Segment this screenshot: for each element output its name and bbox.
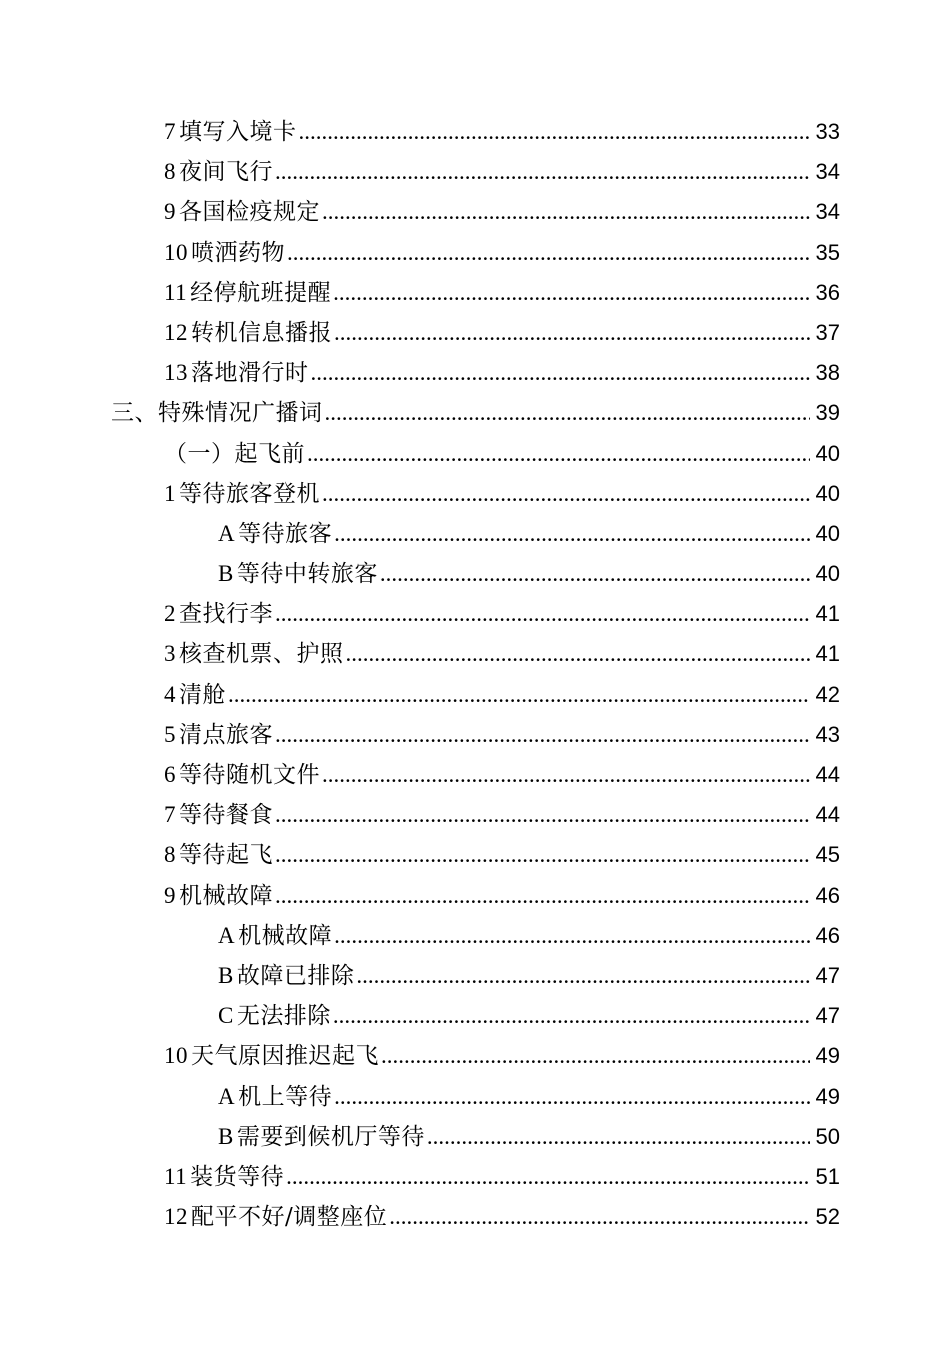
toc-entry-page-number: 44 [815,762,840,787]
toc-entry[interactable] [0,916,950,956]
toc-entry-label [111,393,323,433]
toc-entry-number: 10 [164,1043,188,1069]
toc-entry-page-number: 35 [815,239,840,265]
toc-entry-label [218,916,332,956]
toc-entry[interactable] [0,1197,950,1237]
dot-leader [322,755,810,795]
dot-leader [325,393,811,433]
dot-leader [322,192,810,232]
toc-entry-label [164,112,297,152]
toc-entry-label [218,1077,332,1117]
dot-leader [311,353,811,393]
toc-entry-label [218,996,331,1036]
toc-entry-label [218,956,354,996]
toc-entry-label [164,313,332,353]
toc-entry[interactable] [0,996,950,1036]
toc-entry-label [164,1157,284,1197]
toc-entry-number: 5 [164,721,176,747]
toc-entry[interactable] [0,313,950,353]
toc-entry-title: 机械故障 [179,882,273,909]
toc-entry-label [164,835,273,875]
toc-entry[interactable] [0,1036,950,1076]
dot-leader [286,1157,810,1197]
dot-leader [333,996,810,1036]
toc-entry-page-number: 41 [815,601,840,627]
toc-entry[interactable] [0,353,950,393]
toc-entry-number: 12 [164,319,188,345]
toc-entry-page-number: 38 [815,360,840,386]
dot-leader [334,1077,810,1117]
toc-entry-page-number: 40 [815,520,840,546]
dot-leader [322,474,810,514]
toc-entry-number: A [218,922,236,948]
table-of-contents [0,112,950,1237]
toc-entry-label [164,273,331,313]
toc-entry-number: 10 [164,239,188,265]
toc-entry[interactable] [0,273,950,313]
toc-entry-page-number: 41 [815,641,840,667]
toc-entry[interactable] [0,835,950,875]
toc-entry-page-number: 40 [815,561,840,587]
toc-entry-title: 天气原因推迟起飞 [191,1043,379,1070]
toc-entry-page-number: 33 [815,119,840,144]
toc-entry-number: B [218,962,234,988]
toc-entry-title: 喷洒药物 [191,239,285,266]
dot-leader [334,514,810,554]
toc-entry-number: 11 [164,279,188,305]
toc-entry-page-number: 50 [815,1123,840,1149]
toc-entry-page-number: 40 [815,480,840,506]
toc-entry-number: 11 [164,1163,188,1189]
toc-entry-page-number: 46 [815,882,840,908]
toc-entry[interactable] [0,434,950,474]
toc-entry-title: 需要到候机厅等待 [236,1123,425,1150]
toc-entry-page-number: 44 [815,802,840,828]
toc-entry-title: 转机信息播报 [191,319,332,346]
toc-entry-label [164,634,344,674]
toc-entry-number: 8 [164,159,176,185]
toc-entry-number: 6 [164,762,176,787]
toc-entry-number: 4 [164,681,176,707]
toc-entry-title: 核查机票、护照 [179,641,344,668]
toc-entry-title: 无法排除 [236,1003,331,1030]
toc-entry-label [164,434,305,474]
dot-leader [275,876,810,916]
toc-entry-title: 查找行李 [179,601,273,628]
toc-entry-title: （一）起飞前 [164,440,305,467]
toc-entry-title: 机械故障 [238,922,333,949]
toc-entry-title: 机上等待 [238,1083,333,1110]
toc-entry-title: 等待旅客 [238,520,333,547]
toc-entry[interactable] [0,1157,950,1197]
toc-entry-page-number: 42 [815,681,840,707]
toc-entry-label [164,233,285,273]
toc-entry-title: 故障已排除 [236,962,355,989]
dot-leader [380,554,810,594]
toc-entry-page-number: 52 [815,1204,840,1230]
toc-entry-title: 配平不好/调整座位 [191,1204,388,1231]
toc-entry-page-number: 51 [815,1163,840,1189]
toc-entry-title: 经停航班提醒 [190,279,332,306]
toc-entry-page-number: 39 [815,400,840,426]
toc-entry-title: 清舱 [179,681,226,708]
toc-entry-label [218,514,332,554]
dot-leader [228,675,810,715]
toc-entry-title: 装货等待 [190,1163,285,1190]
toc-entry[interactable] [0,112,950,152]
dot-leader [334,313,810,353]
toc-entry-page-number: 49 [815,1083,840,1109]
toc-entry-title: 清点旅客 [179,721,273,748]
toc-entry-number: 7 [164,119,176,144]
toc-entry-title: 落地滑行时 [191,360,309,387]
toc-entry[interactable] [0,634,950,674]
toc-entry-label [218,554,378,594]
toc-entry-label [164,192,320,232]
toc-entry-title: 各国检疫规定 [179,199,320,226]
toc-entry-title: 等待餐食 [179,802,273,829]
toc-entry[interactable] [0,715,950,755]
toc-entry-page-number: 40 [815,440,840,466]
toc-entry-label [218,1117,425,1157]
toc-entry-title: 等待中转旅客 [236,561,378,588]
toc-entry-number: 8 [164,842,176,868]
toc-entry[interactable] [0,675,950,715]
toc-entry-page-number: 47 [815,962,840,988]
dot-leader [299,112,811,152]
toc-entry-number: 12 [164,1204,188,1230]
toc-entry-label [164,795,273,835]
toc-entry[interactable] [0,876,950,916]
dot-leader [333,273,810,313]
toc-entry-number: C [218,1003,234,1029]
toc-entry-number: B [218,561,234,587]
toc-entry-number: 3 [164,641,176,667]
toc-entry-page-number: 34 [815,159,840,185]
toc-entry-label [164,1197,387,1237]
toc-entry-number: 1 [164,480,176,506]
toc-entry-label [164,715,273,755]
dot-leader [275,594,810,634]
toc-entry[interactable] [0,956,950,996]
dot-leader [275,795,810,835]
toc-entry-label [164,353,309,393]
dot-leader [334,916,810,956]
toc-entry-title: 等待旅客登机 [179,480,320,507]
toc-entry-page-number: 49 [815,1043,840,1069]
dot-leader [275,715,810,755]
toc-entry[interactable] [0,1117,950,1157]
toc-entry[interactable] [0,594,950,634]
toc-entry-number: A [218,1083,236,1109]
toc-entry[interactable] [0,152,950,192]
toc-entry[interactable] [0,1077,950,1117]
toc-entry-page-number: 45 [815,842,840,868]
dot-leader [389,1197,810,1237]
toc-entry-label [164,755,320,795]
toc-entry-number: 9 [164,882,176,908]
toc-entry-page-number: 43 [815,721,840,747]
toc-entry-title: 填写入境卡 [179,119,297,145]
toc-entry-number: 7 [164,802,176,828]
toc-entry-number: 2 [164,601,176,627]
toc-entry-page-number: 46 [815,922,840,948]
dot-leader [307,434,810,474]
toc-entry-page-number: 36 [815,279,840,305]
toc-entry-page-number: 47 [815,1003,840,1029]
toc-entry-label [164,1036,379,1076]
toc-entry-title: 等待起飞 [179,842,273,869]
toc-entry-number: B [218,1123,234,1149]
toc-entry[interactable] [0,554,950,594]
toc-entry-label [164,876,273,916]
toc-entry[interactable] [0,795,950,835]
toc-entry-title: 夜间飞行 [179,159,273,186]
toc-entry-label [164,152,273,192]
toc-entry-page-number: 34 [815,199,840,225]
toc-entry-title: 等待随机文件 [179,762,320,788]
dot-leader [287,233,810,273]
toc-entry-page-number: 37 [815,319,840,345]
toc-entry-title: 三、特殊情况广播词 [111,400,323,427]
dot-leader [275,835,810,875]
toc-entry[interactable] [0,393,950,433]
toc-entry-number: 9 [164,199,176,225]
toc-entry[interactable] [0,192,950,232]
dot-leader [356,956,810,996]
toc-entry-number: 13 [164,360,188,386]
dot-leader [346,634,811,674]
toc-entry-label [164,675,226,715]
toc-entry[interactable] [0,514,950,554]
toc-entry[interactable] [0,474,950,514]
toc-entry-label [164,474,320,514]
dot-leader [381,1036,810,1076]
toc-entry[interactable] [0,233,950,273]
toc-entry-number: A [218,520,236,546]
dot-leader [275,152,810,192]
dot-leader [427,1117,810,1157]
toc-entry-label [164,594,273,634]
toc-entry[interactable] [0,755,950,795]
